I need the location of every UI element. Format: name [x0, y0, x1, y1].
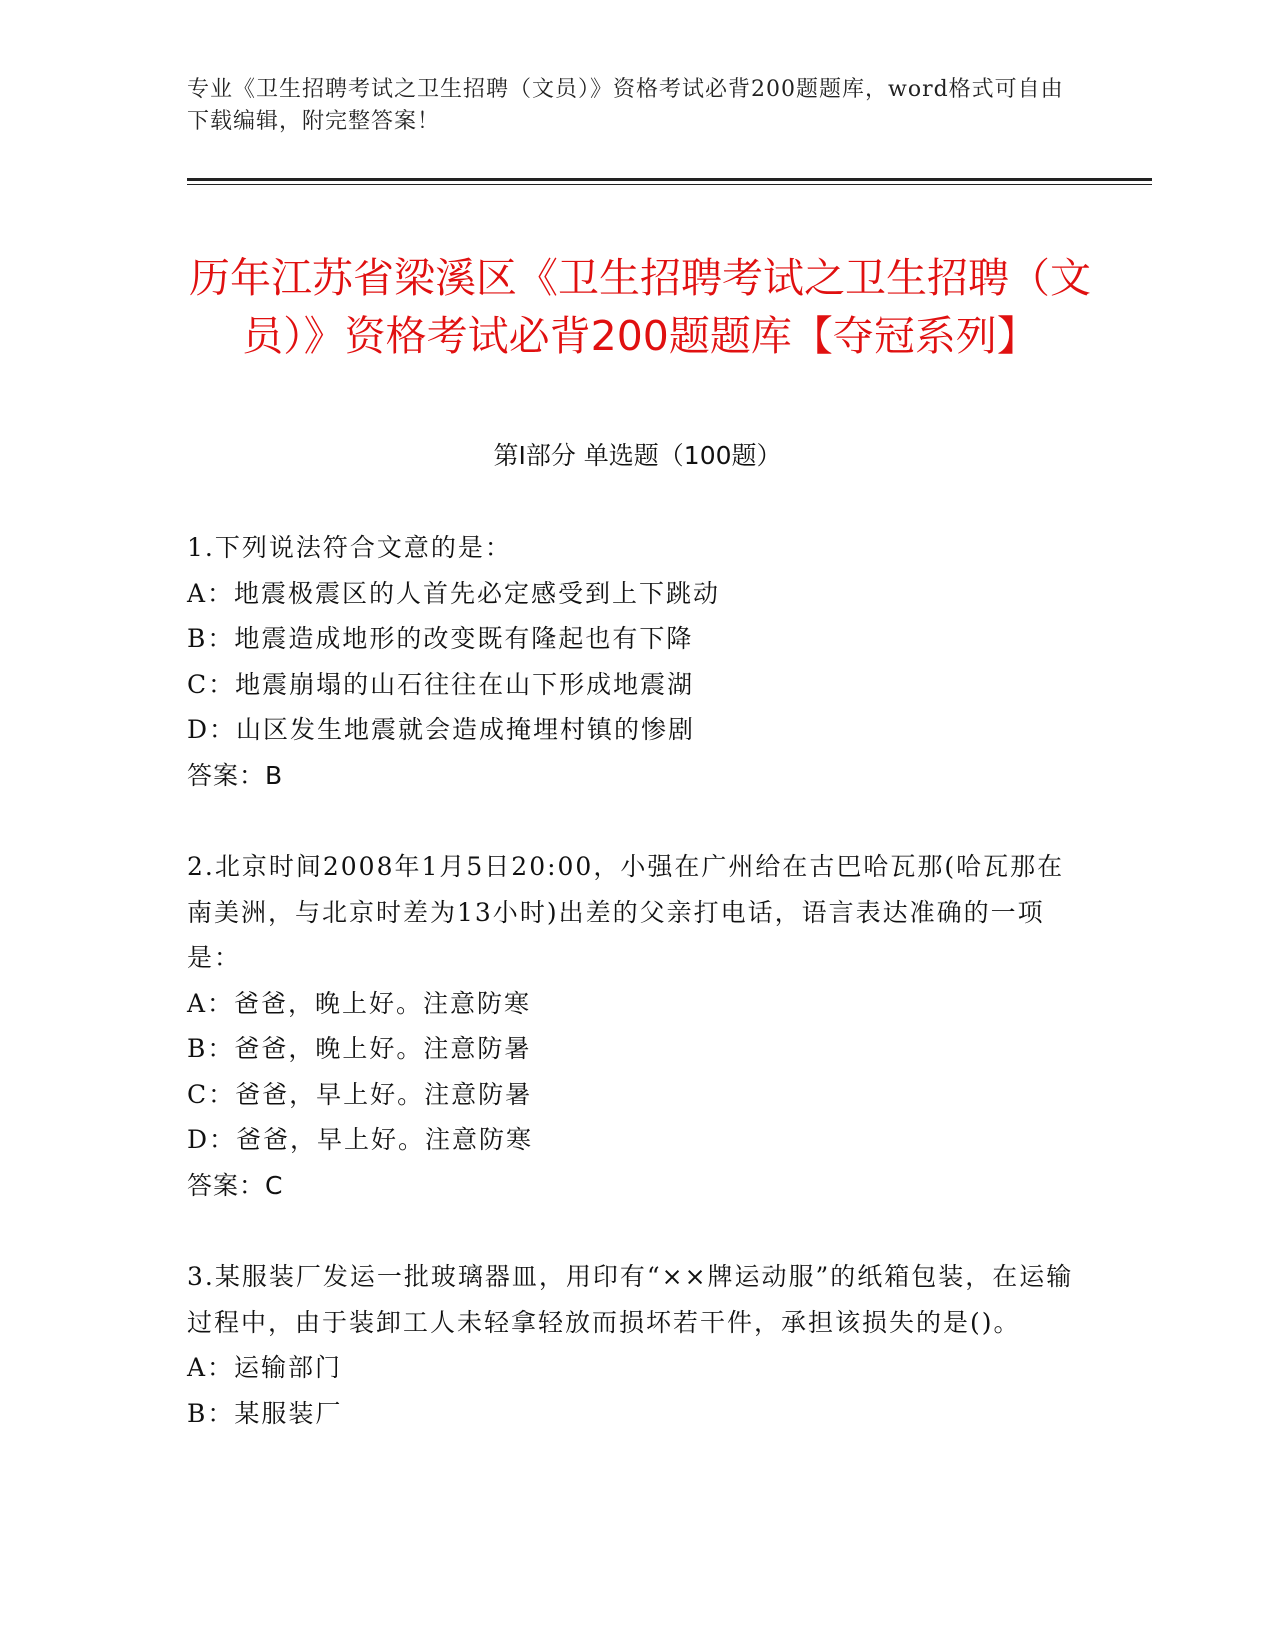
question-stem: 1.下列说法符合文意的是： [187, 533, 512, 562]
question-2 [187, 844, 1087, 1208]
option-c: C：地震崩塌的山石往往在山下形成地震湖 [187, 669, 695, 699]
option-c: C：爸爸，早上好。注意防暑 [187, 1079, 533, 1109]
header-note: 专业《卫生招聘考试之卫生招聘（文员）》资格考试必背200题题库，word格式可自由下载编辑，附完整答案！ [187, 77, 1064, 134]
question-stem: 2.北京时间2008年1月5日20:00，小强在广州给在古巴哈瓦那(哈瓦那在南美洲，与北京时差为13小时)出差的父亲打电话，语言表达准确的一项是： [187, 852, 1065, 972]
question-stem: 3.某服装厂发运一批玻璃器皿，用印有“××牌运动服”的纸箱包装，在运输过程中，由于装卸工人未轻拿轻放而损坏若干件，承担该损失的是()。 [187, 1262, 1074, 1337]
option-a: A：爸爸，晚上好。注意防寒 [187, 988, 532, 1018]
header-rule-thin [187, 184, 1152, 185]
header-rule-thick [187, 178, 1152, 181]
option-a: A：地震极震区的人首先必定感受到上下跳动 [187, 578, 721, 608]
option-b: B：爸爸，晚上好。注意防暑 [187, 1034, 532, 1063]
section-heading: 第I部分 单选题（100题） [493, 441, 782, 470]
question-1 [187, 525, 1087, 798]
option-b: B：地震造成地形的改变既有隆起也有下降 [187, 624, 694, 653]
answer: 答案：C [187, 1170, 284, 1200]
question-3 [187, 1254, 1087, 1436]
document-title: 历年江苏省梁溪区《卫生招聘考试之卫生招聘（文员）》资格考试必背200题题库【夺冠系列】 [189, 254, 1091, 361]
option-b: B：某服装厂 [187, 1398, 343, 1428]
answer: 答案：B [187, 760, 284, 790]
question-list [187, 525, 1087, 1482]
option-d: D：山区发生地震就会造成掩埋村镇的惨剧 [187, 715, 696, 744]
option-d: D：爸爸，早上好。注意防寒 [187, 1125, 534, 1154]
option-a: A：运输部门 [187, 1353, 343, 1382]
